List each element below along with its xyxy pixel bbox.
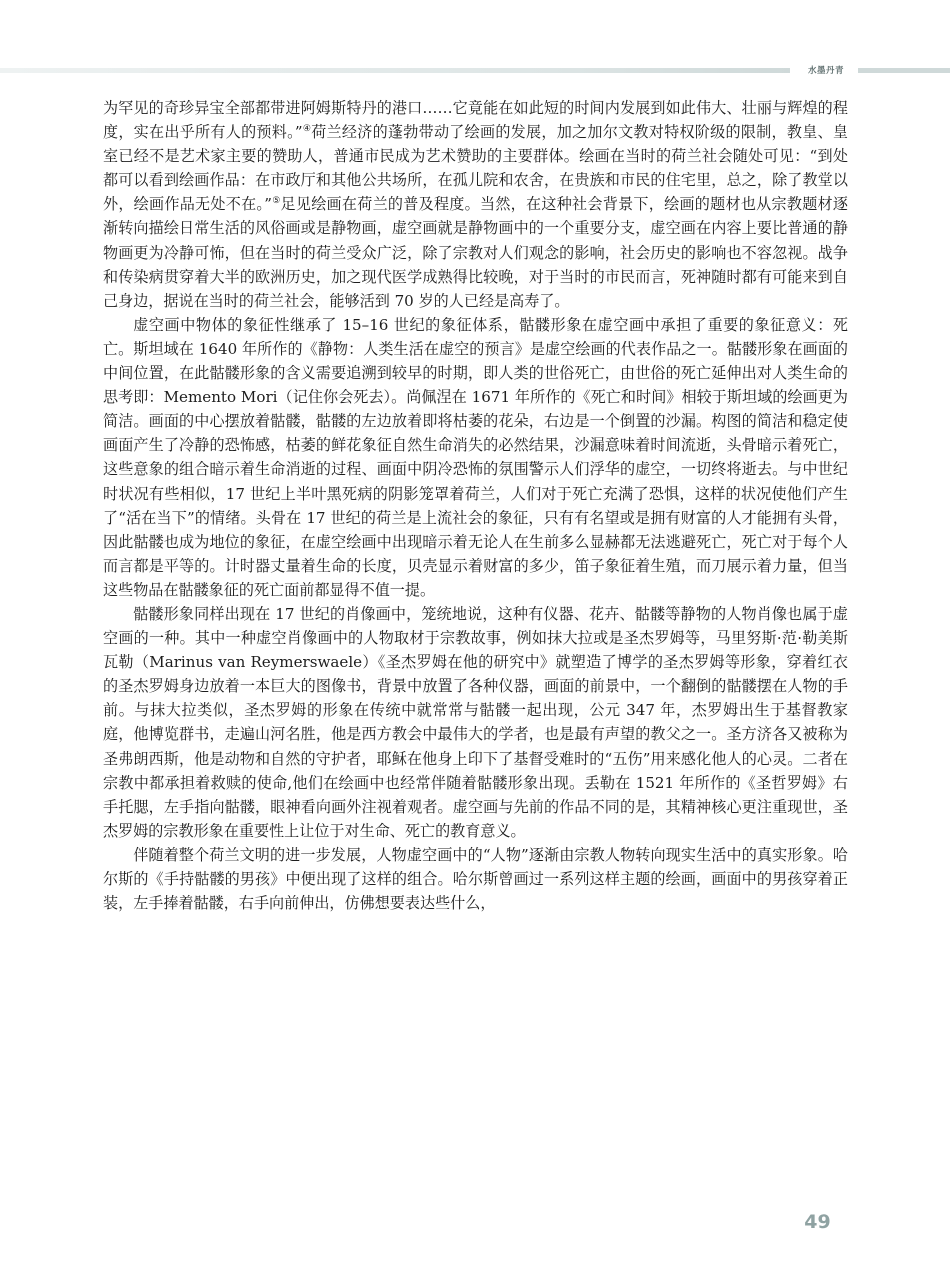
- paragraph-1-text-2: 荷兰经济的蓬勃带动了绘画的发展，加之加尔文教对特权阶级的限制，教皇、皇室已经不是艺术家主要的赞助人，普通市民成为艺术赞助的主要群体。绘画在当时的荷兰社会随处可见：“到处都可以看到绘画作品：在市政厅和其他公共场所，在孤儿院和农舍，在贵族和市民的住宅里，总之，除了教堂以外，绘画作品无处不在。”: [103, 123, 848, 214]
- header-rule: [0, 68, 790, 73]
- paragraph-1-text-3: 足见绘画在荷兰的普及程度。当然，在这种社会背景下，绘画的题材也从宗教题材逐渐转向描绘日常生活的风俗画或是静物画，虚空画就是静物画中的一个重要分支，虚空画在内容上要比普通的静物画更为冷静可怖，但在当时的荷兰受众广泛，除了宗教对人们观念的影响，社会历史的影响也不容忽视。战争和传染病贯穿着大半的欧洲历史，加之现代医学成熟得比较晚，对于当时的市民而言，死神随时都有可能来到自己身边，据说在当时的荷兰社会，能够活到 70 岁的人已经是高寿了。: [103, 195, 848, 310]
- paragraph-3: [103, 602, 848, 843]
- footnote-ref-4: ④: [302, 124, 312, 135]
- paragraph-4: [103, 843, 848, 915]
- header-rule-right: [858, 68, 950, 73]
- paragraph-1-text-1: 为罕见的奇珍异宝全部都带进阿姆斯特丹的港口……它竟能在如此短的时间内发展到如此伟大、壮丽与辉煌的程度，实在出乎所有人的预料。”: [103, 99, 848, 142]
- article-body: [103, 96, 848, 915]
- paragraph-4-text: 伴随着整个荷兰文明的进一步发展，人物虚空画中的“人物”逐渐由宗教人物转向现实生活中的真实形象。哈尔斯的《手持骷髅的男孩》中便出现了这样的组合。哈尔斯曾画过一系列这样主题的绘画，画面中的男孩穿着正装，左手捧着骷髅，右手向前伸出，仿佛想要表达些什么，: [103, 845, 848, 913]
- footnote-ref-5: ⑤: [271, 196, 281, 207]
- paragraph-1: [103, 96, 848, 313]
- paragraph-3-text: 骷髅形象同样出现在 17 世纪的肖像画中，笼统地说，这种有仪器、花卉、骷髅等静物的人物肖像也属于虚空画的一种。其中一种虚空肖像画中的人物取材于宗教故事，例如抹大拉或是圣杰罗姆等，马里努斯·范·勒美斯瓦勒（Marinus van Reymerswaele）《圣杰罗姆在他的研究中》就塑造了博学的圣杰罗姆等形象，穿着红衣的圣杰罗姆身边放着一本巨大的图像书，背景中放置了各种仪器，画面的前景中，一个翻倒的骷髅摆在人物的手前。与抹大拉类似，圣杰罗姆的形象在传统中就常常与骷髅一起出现，公元 347 年，杰罗姆出生于基督教家庭，他博览群书，走遍山河名胜，他是西方教会中最伟大的学者，也是最有声望的教父之一。圣方济各又被称为圣弗朗西斯，他是动物和自然的守护者，耶稣在他身上印下了基督受难时的“五伤”用来感化他人的心灵。二者在宗教中都承担着救赎的使命,他们在绘画中也经常伴随着骷髅形象出现。丢勒在 1521 年所作的《圣哲罗姆》右手托腮，左手指向骷髅，眼神看向画外注视着观者。虚空画与先前的作品不同的是，其精神核心更注重现世，圣杰罗姆的宗教形象在重要性上让位于对生命、死亡的教育意义。: [103, 604, 848, 840]
- paragraph-2-text: 虚空画中物体的象征性继承了 15–16 世纪的象征体系，骷髅形象在虚空画中承担了重要的象征意义：死亡。斯坦域在 1640 年所作的《静物：人类生活在虚空的预言》是虚空绘画的代表作品之一。骷髅形象在画面的中间位置，在此骷髅形象的含义需要追溯到较早的时期，即人类的世俗死亡，由世俗的死亡延伸出对人类生命的思考即：Memento Mori（记住你会死去）。尚佩涅在 1671 年所作的《死亡和时间》相较于斯坦域的绘画更为简洁。画面的中心摆放着骷髅，骷髅的左边放着即将枯萎的花朵，右边是一个倒置的沙漏。构图的简洁和稳定使画面产生了冷静的恐怖感，枯萎的鲜花象征自然生命消失的必然结果，沙漏意味着时间流逝，头骨暗示着死亡，这些意象的组合暗示着生命消逝的过程、画面中阴冷恐怖的氛围警示人们浮华的虚空，一切终将逝去。与中世纪时状况有些相似，17 世纪上半叶黑死病的阴影笼罩着荷兰，人们对于死亡充满了恐惧，这样的状况使他们产生了“活在当下”的情绪。头骨在 17 世纪的荷兰是上流社会的象征，只有有名望或是拥有财富的人才能拥有头骨，因此骷髅也成为地位的象征，在虚空绘画中出现暗示着无论人在生前多么显赫都无法逃避死亡，死亡对于每个人而言都是平等的。计时器丈量着生命的长度，贝壳显示着财富的多少，笛子象征着生殖，而刀展示着力量，但当这些物品在骷髅象征的死亡面前都显得不值一提。: [103, 315, 848, 599]
- page-number: 49: [804, 1211, 831, 1233]
- section-title: 水墨丹青: [807, 66, 844, 76]
- paragraph-2: [103, 313, 848, 602]
